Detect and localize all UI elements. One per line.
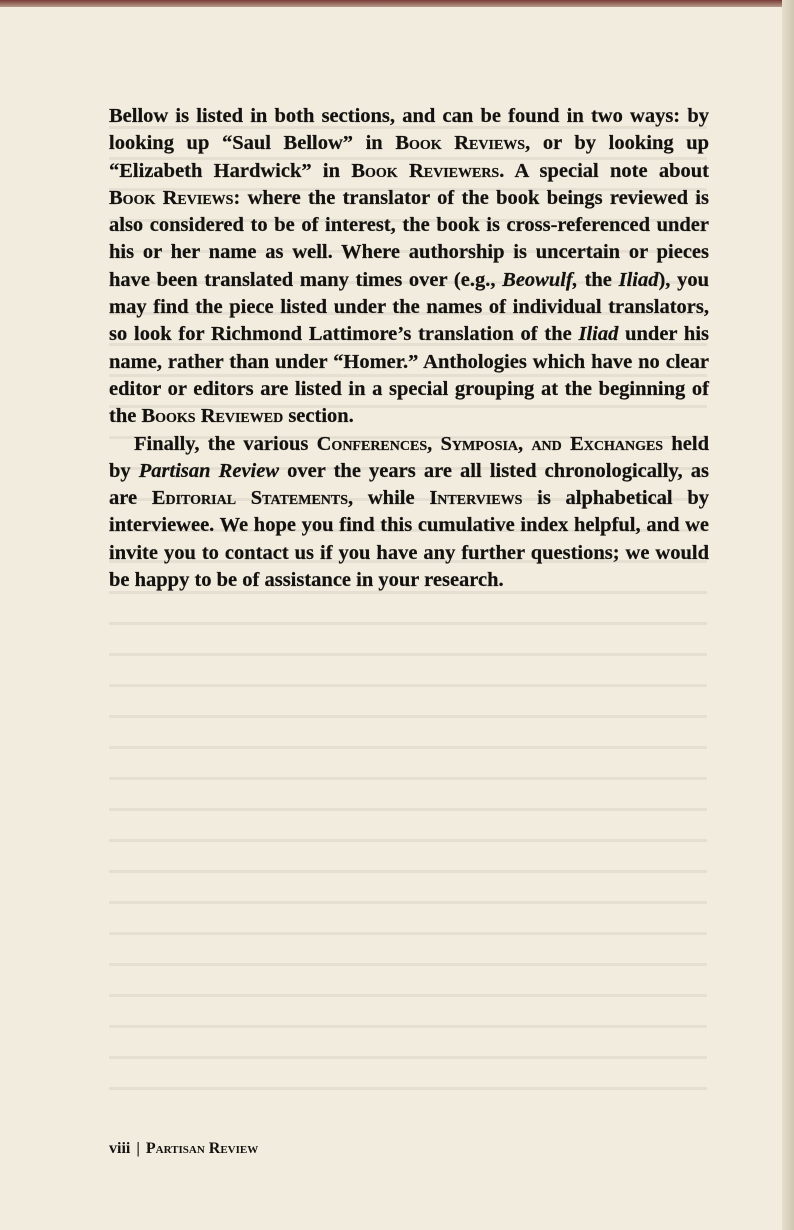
text-run: under his name, rather than under “Homer.” Anthologies which have no clear editor or editors are listed in a special grouping at the beginning of the [109,323,709,428]
text-run: over the years are all listed chronologically, as are [109,459,709,510]
text-run: section. [283,405,354,428]
text-run: the [577,268,619,291]
text-run: Bellow is listed in both sections, and can be found in two ways: by looking up “Saul Bellow” in [109,105,709,155]
text-run: ), you may find the piece listed under the names of individual translators, so look for Richmond Lattimore’s translation of the [109,268,710,346]
page-footer [109,1140,258,1158]
text-run: , or by looking up “Elizabeth Hardwick” in [109,132,709,182]
small-caps-term: Book Reviewers [351,159,500,182]
italic-title: Iliad [578,323,619,346]
text-run: : where the translator of the book beings reviewed is also considered to be of interest, the book is cross-referenced under his or her name as well. Where authorship is uncertain or pieces have been translated many times over (e.g., [109,186,709,291]
italic-title: Iliad [618,268,659,291]
paragraph-1 [109,103,709,431]
body-text [109,103,709,594]
small-caps-term: Book Reviews [395,132,526,155]
page-right-edge [782,0,794,1230]
page-top-edge [0,0,794,7]
text-run: . A special note about [499,159,709,182]
text-run: is alphabetical by interviewee. We hope you find this cumulative index helpful, and we invite you to contact us if you have any further questions; we would be happy to be of assistance in your research. [109,487,710,592]
small-caps-term: Interviews [429,487,523,510]
italic-title: Beowulf, [502,268,578,291]
paragraph-2 [109,431,709,595]
small-caps-term: Books Reviewed [141,405,284,428]
italic-title: Partisan Review [138,459,280,482]
page-number: viii [109,1140,131,1157]
text-run: Finally, the various [134,432,317,455]
footer-separator: | [136,1140,140,1157]
text-run: held by [109,432,709,482]
small-caps-term: Editorial Statements [151,487,349,510]
small-caps-term: Book Reviews [109,186,234,209]
small-caps-term: Conferences, Symposia, and Exchanges [316,432,664,455]
text-run: , while [348,487,430,510]
running-title: Partisan Review [145,1140,259,1157]
